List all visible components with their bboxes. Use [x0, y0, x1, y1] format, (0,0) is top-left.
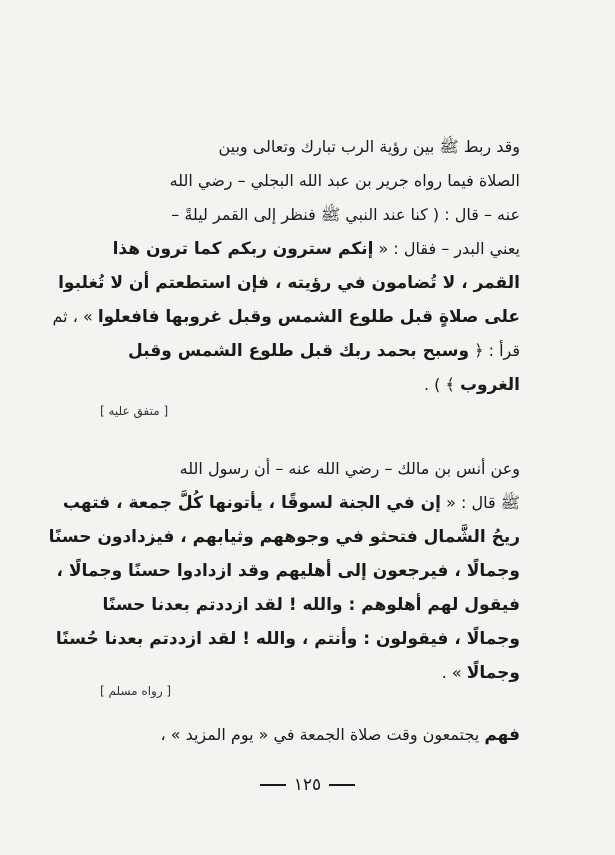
text-line: [48, 520, 520, 554]
text-line: فهم يجتمعون وقت صلاة الجمعة في « يوم المزيد » ،: [160, 725, 520, 745]
hadith-text: وجمالًا ، فيقولون : وأنتم ، والله ! لقد ازددتم بعدنا حُسنًا: [55, 629, 520, 649]
text-line: وجمالًا » .: [441, 663, 520, 683]
hadith-text: ريحُ الشَّمال فتحثو في وجوههم وثيابهم ، فيزدادون حسنًا: [48, 527, 520, 547]
hadith-text: على صلاةٍ قبل طلوع الشمس وقبل غروبها فافعلوا: [97, 307, 520, 327]
reference-muttafaq-alayh: [ متفق عليه ]: [100, 404, 169, 418]
hadith-text: فيقول لهم أهلوهم : والله ! لقد ازددتم بعدنا حسنًا: [102, 595, 520, 615]
reference-rawahu-muslim: [ رواه مسلم ]: [100, 684, 172, 698]
text-line: على صلاةٍ قبل طلوع الشمس وقبل غروبها فافعلوا » ، ثم: [52, 307, 520, 327]
paragraph-hadith-anas: [48, 452, 520, 690]
text-line: ﷺ قال : « إن في الجنة لسوقًا ، يأتونها كُلَّ جمعة ، فتهب: [62, 493, 520, 513]
text-line: وقد ربط ﷺ بين رؤية الرب تبارك وتعالى وبين: [218, 137, 520, 156]
text-line: يعني البدر – فقال : « إنكم سترون ربكم كما ترون هذا: [112, 239, 520, 259]
quran-verse: الغروب: [459, 375, 520, 395]
text-line: [55, 622, 520, 656]
hadith-text: وجمالًا ، فيرجعون إلى أهليهم وقد ازدادوا حسنًا وجمالًا ،: [56, 561, 520, 581]
page-number: ١٢٥: [0, 775, 615, 795]
paragraph-hadith-jarir: [52, 130, 520, 402]
text-line: الغروب ﴾ ) .: [424, 375, 520, 395]
text-line: قرأ : ﴿ وسبح بحمد ربك قبل طلوع الشمس وقبل: [127, 341, 520, 361]
paragraph-yawm-al-mazid: [100, 718, 520, 752]
rule-divider: [260, 784, 286, 786]
text-line: عنه – قال : ( كنا عند النبي ﷺ فنظر إلى القمر ليلةً –: [171, 205, 520, 224]
rule-divider: [329, 784, 355, 786]
hadith-text: القمر ، لا تُضامون في رؤيته ، فإن استطعتم أن لا تُغلبوا: [58, 273, 520, 293]
text-line: الصلاة فيما رواه جرير بن عبد الله البجلي – رضي الله: [169, 171, 520, 190]
text-line: [58, 266, 520, 300]
text-line: [56, 554, 520, 588]
text-line: [100, 588, 520, 622]
hadith-text: إن في الجنة لسوقًا ، يأتونها كُلَّ جمعة ، فتهب: [62, 493, 441, 513]
hadith-text: وجمالًا: [466, 663, 520, 683]
quran-verse: وسبح بحمد ربك قبل طلوع الشمس وقبل: [127, 341, 470, 361]
text-line: وعن أنس بن مالك – رضي الله عنه – أن رسول الله: [179, 459, 520, 478]
hadith-text: إنكم سترون ربكم كما ترون هذا: [112, 239, 374, 259]
